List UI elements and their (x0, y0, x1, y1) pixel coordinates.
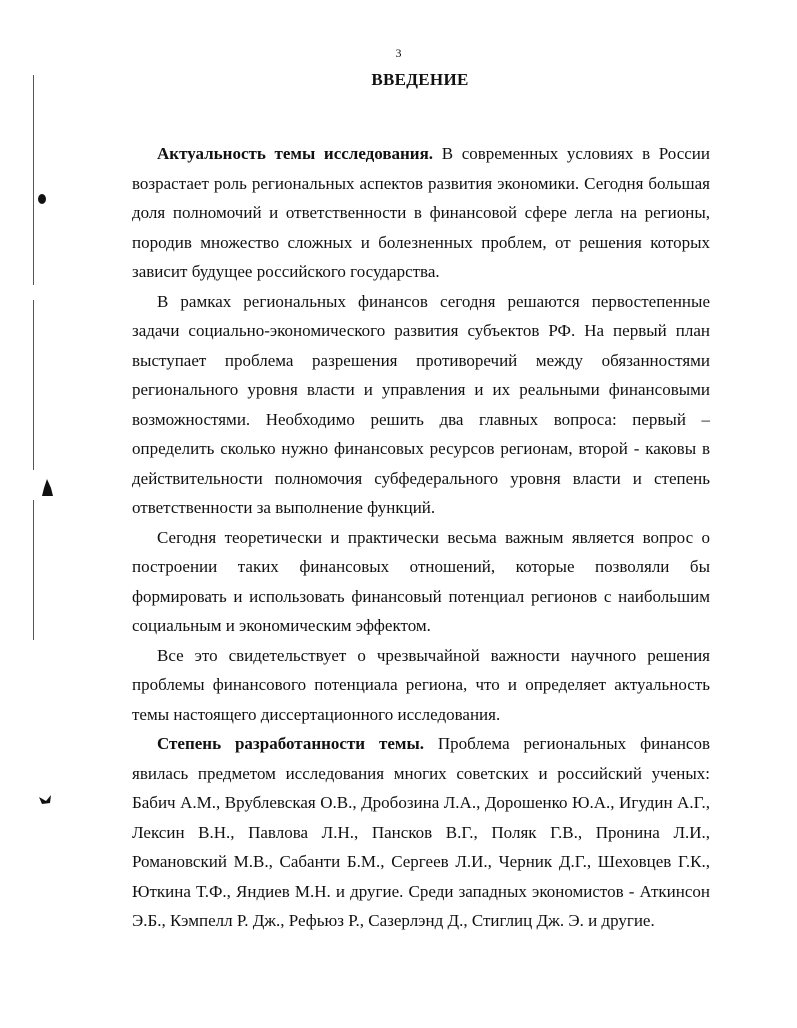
paragraph-text: В рамках региональных финансов сегодня решаются первостепенные задачи социально-экономического развития субъектов РФ. На первый план выступает проблема разрешения противоречий между обязанностями регионального уровня власти и управления и их реальными финансовыми возможностями. Необходимо решить два главных вопроса: первый – определить сколько нужно финансовых ресурсов регионам, второй - каковы в действительности полномочия субфедерального уровня власти и степень ответственности за выполнение функций. (132, 291, 710, 517)
paragraph-lead: Актуальность темы исследования. (157, 144, 434, 163)
paragraph-financial-relations (132, 523, 710, 641)
page-title: ВВЕДЕНИЕ (371, 70, 469, 89)
paragraph-relevance (132, 139, 710, 287)
paragraph-importance (132, 641, 710, 730)
scan-blot-mark (40, 478, 54, 498)
scan-blot-mark (38, 794, 52, 806)
paragraph-lead: Степень разработанности темы. (157, 734, 424, 753)
scan-margin-line (33, 75, 34, 285)
paragraph-text: Проблема региональных финансов явилась предметом исследования многих советских и российский ученых: Бабич А.М., Врублевская О.В., Дробозина Л.А., Дорошенко Ю.А., Игудин А.Г., Лексин В.Н., Павлова Л.Н., Пансков В.Г., Поляк Г.В., Пронина Л.И., Романовский М.В., Сабанти Б.М., Сергеев Л.И., Черник Д.Г., Шеховцев Г.К., Юткина Т.Ф., Яндиев М.Н. и другие. Среди западных экономистов - Аткинсон Э.Б., Кэмпелл Р. Дж., Рефьюз Р., Сазерлэнд Д., Стиглиц Дж. Э. и другие. (132, 734, 710, 930)
page-number: 3 (395, 46, 402, 60)
scan-margin-line (33, 300, 34, 470)
paragraph-regional-finance (132, 287, 710, 523)
paragraph-text: Сегодня теоретически и практически весьма важным является вопрос о построении таких финансовых отношений, которые позволяли бы формировать и использовать финансовый потенциал регионов с наибольшим социальным и экономическим эффектом. (132, 527, 710, 635)
scan-margin-line (33, 500, 34, 640)
document-body (132, 139, 710, 936)
paragraph-text: В современных условиях в России возрастает роль региональных аспектов развития экономики. Сегодня большая доля полномочий и ответственности в финансовой сфере легла на регионы, породив множество сложных и болезненных проблем, от решения которых зависит будущее российского государства. (132, 144, 711, 281)
paragraph-text: Все это свидетельствует о чрезвычайной важности научного решения проблемы финансового потенциала региона, что и определяет актуальность темы настоящего диссертационного исследования. (132, 645, 710, 724)
paragraph-development-degree (132, 729, 710, 936)
scan-blot-mark (36, 192, 48, 206)
